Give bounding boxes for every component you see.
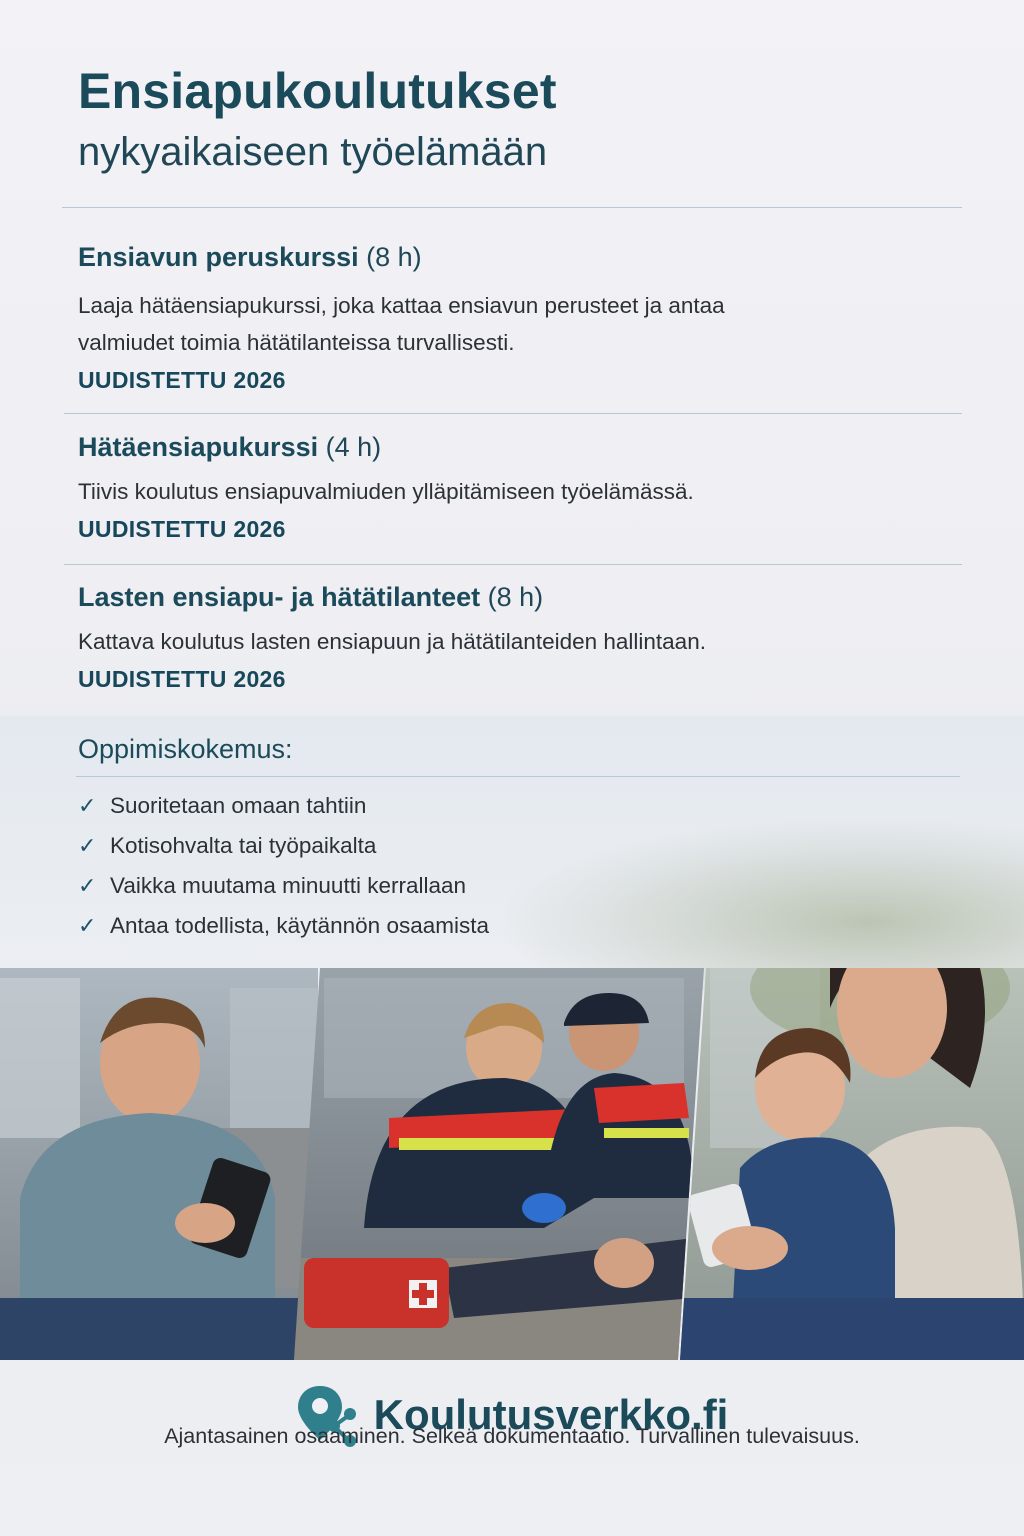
divider: [62, 207, 962, 208]
list-item-label: Kotisohvalta tai työpaikalta: [110, 833, 377, 858]
list-item: [78, 866, 489, 906]
mother-and-child-photo: [680, 968, 1024, 1360]
course-description-line: Tiivis koulutus ensiapuvalmiuden ylläpitämiseen työelämässä.: [78, 479, 694, 504]
course-title: [78, 432, 958, 463]
learning-title: Oppimiskokemus:: [78, 734, 293, 764]
divider: [76, 776, 960, 777]
list-item: [78, 826, 489, 866]
checkmark-icon: ✓: [78, 873, 97, 898]
divider: [64, 413, 962, 414]
tagline: Ajantasainen osaaminen. Selkeä dokumentaatio. Turvallinen tulevaisuus.: [164, 1424, 860, 1448]
page-title: Ensiapukoulutukset: [78, 63, 557, 119]
course-badge: UUDISTETTU 2026: [78, 367, 286, 393]
checkmark-icon: ✓: [78, 793, 97, 818]
course-name: Hätäensiapukurssi: [78, 432, 319, 462]
course-name: Lasten ensiapu- ja hätätilanteet: [78, 582, 481, 612]
course-name: Ensiavun peruskurssi: [78, 242, 359, 272]
course-badge: UUDISTETTU 2026: [78, 516, 286, 542]
course-duration: (4 h): [325, 432, 382, 462]
brand-name: Koulutusverkko.fi: [373, 1391, 729, 1438]
course-description-line: Kattava koulutus lasten ensiapuun ja hätätilanteiden hallintaan.: [78, 629, 706, 654]
course-badge: UUDISTETTU 2026: [78, 666, 286, 692]
list-item-label: Vaikka muutama minuutti kerrallaan: [110, 873, 466, 898]
list-item-label: Antaa todellista, käytännön osaamista: [110, 913, 489, 938]
course-card: [78, 582, 958, 693]
course-description-line: Laaja hätäensiapukurssi, joka kattaa ensiavun perusteet ja antaa: [78, 293, 725, 318]
course-duration: (8 h): [366, 242, 422, 272]
course-description: [78, 473, 958, 510]
checkmark-icon: ✓: [78, 913, 97, 938]
course-card: [78, 242, 958, 394]
learning-list: [78, 786, 489, 946]
course-description-line: valmiudet toimia hätätilanteissa turvallisesti.: [78, 330, 515, 355]
header: [78, 62, 557, 175]
divider: [64, 564, 962, 565]
course-description: [78, 623, 958, 660]
first-aid-training-photo: [294, 968, 704, 1360]
course-title: [78, 582, 958, 613]
course-description: [78, 287, 958, 361]
list-item: [78, 906, 489, 946]
man-with-phone-photo: [0, 968, 318, 1360]
list-item: [78, 786, 489, 826]
photo-strip: [0, 968, 1024, 1360]
page-subtitle: nykyaikaiseen työelämään: [78, 130, 548, 174]
course-card: [78, 432, 958, 543]
course-duration: (8 h): [487, 582, 544, 612]
course-title: [78, 242, 958, 273]
tree-background: [504, 820, 1024, 990]
checkmark-icon: ✓: [78, 833, 97, 858]
list-item-label: Suoritetaan omaan tahtiin: [110, 793, 367, 818]
